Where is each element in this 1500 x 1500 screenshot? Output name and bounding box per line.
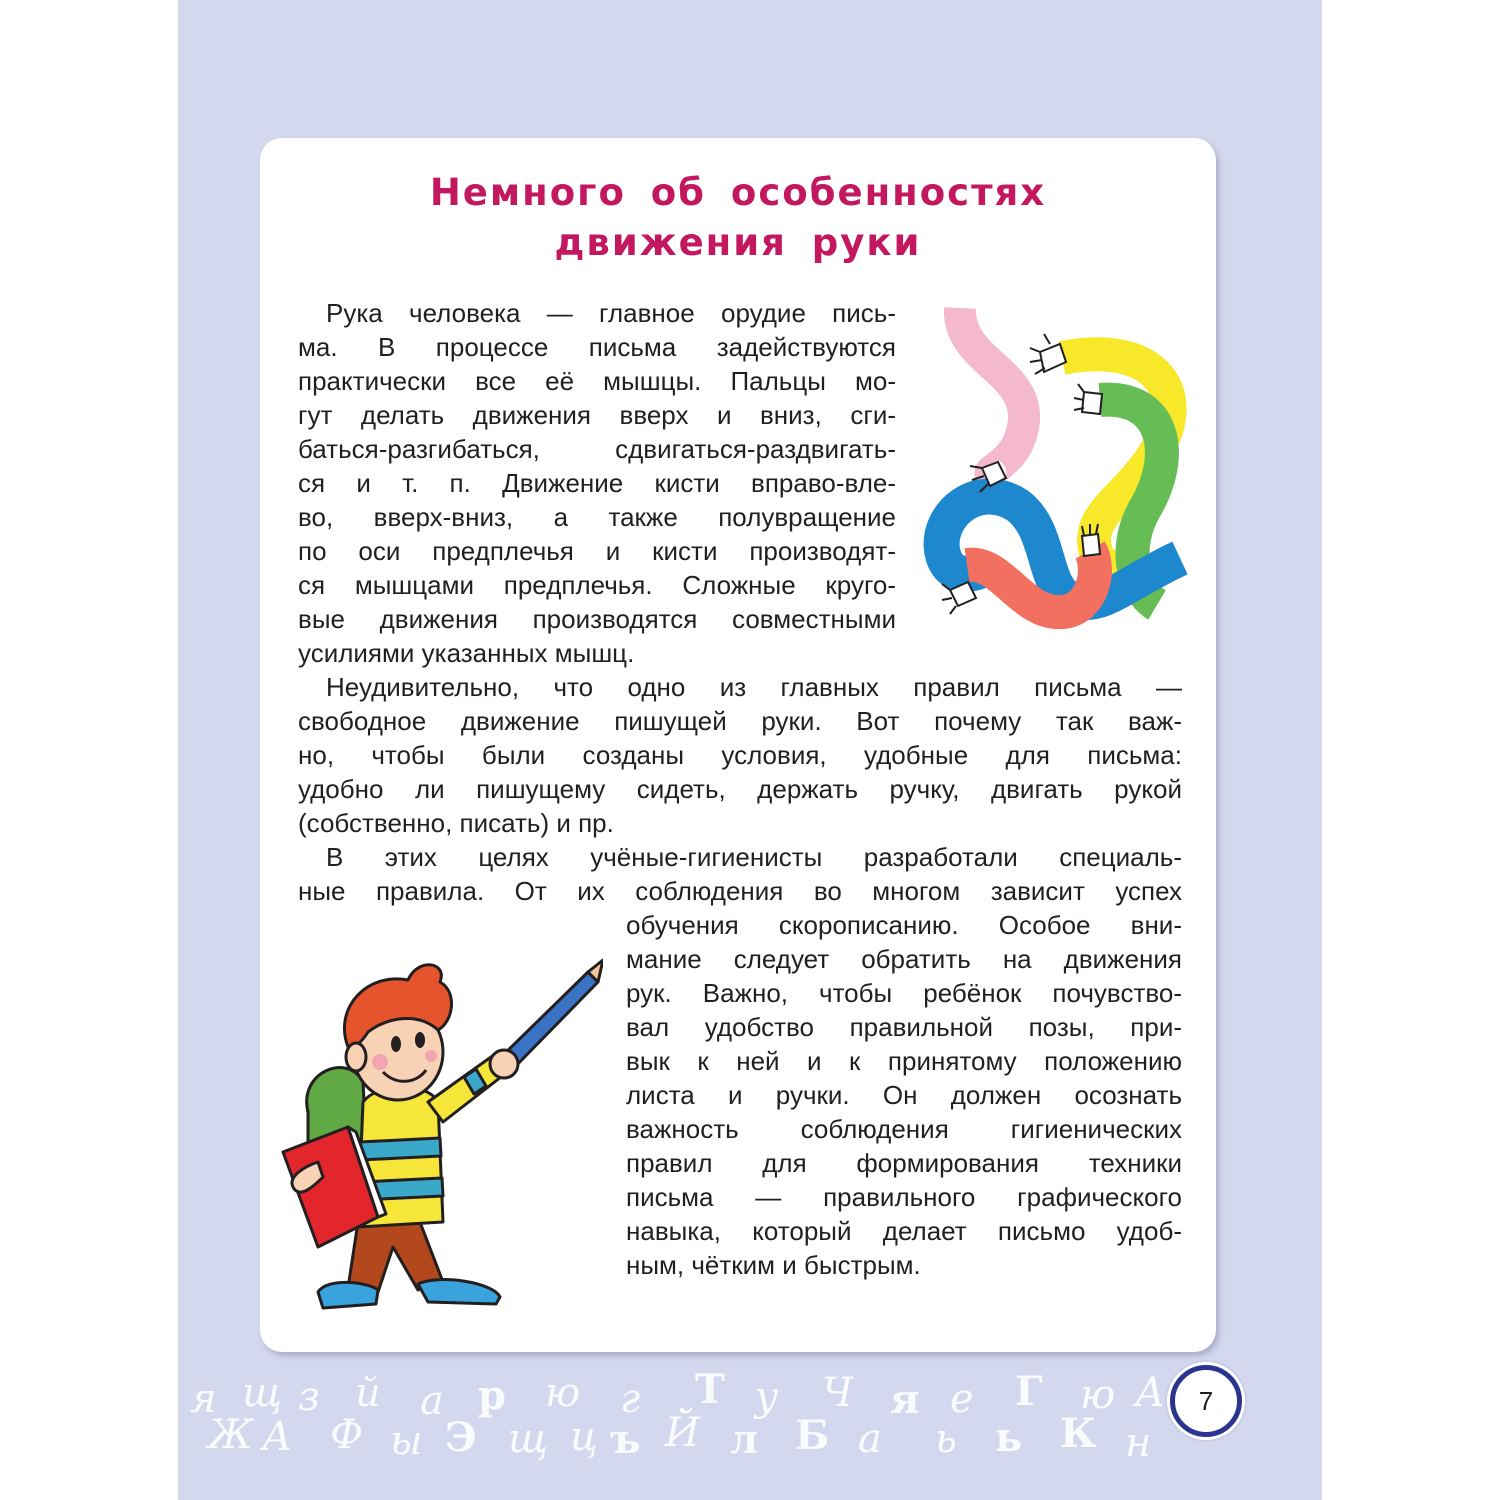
- hand-icon: [1074, 384, 1102, 414]
- decor-letter: Й: [665, 1410, 700, 1456]
- decor-letter: у: [755, 1374, 779, 1420]
- text-line: во, вверх-вниз, а также полувращение: [298, 502, 896, 532]
- decor-letter: К: [1060, 1410, 1097, 1457]
- decor-letter: ы: [390, 1418, 423, 1464]
- boy-illustration: [268, 952, 603, 1322]
- text-line: обучения скорописанию. Особое вни-: [626, 910, 1182, 940]
- decorative-alphabet: [190, 1366, 1170, 1466]
- text-line: баться-разгибаться, сдвигаться-раздвигать-: [298, 434, 896, 464]
- decor-letter: Ч: [822, 1370, 853, 1416]
- text-line: Неудивительно, что одно из главных правил письма —: [326, 672, 1182, 702]
- page-title-line-1: Немного об особенностях: [429, 171, 1047, 214]
- decor-letter: Г: [1015, 1368, 1043, 1415]
- hand-icon: [942, 582, 976, 614]
- right-shoe: [418, 1280, 500, 1304]
- text-line: вык к ней и к принятому положению: [626, 1046, 1182, 1076]
- text-line: ся и т. п. Движение кисти вправо-вле-: [298, 468, 896, 498]
- text-line: вые движения производятся совместными: [298, 604, 896, 634]
- decor-letter: ь: [935, 1416, 957, 1462]
- decor-letter: р: [478, 1372, 506, 1419]
- text-line: вал удобство правильной позы, при-: [626, 1012, 1182, 1042]
- decor-letter: А: [262, 1414, 293, 1460]
- text-line: письма — правильного графического: [626, 1182, 1182, 1212]
- decor-letter: А: [1135, 1370, 1166, 1416]
- text-line: В этих целях учёные-гигиенисты разработали специаль-: [326, 842, 1182, 872]
- decor-letter: Ф: [330, 1412, 364, 1458]
- text-line: навыка, который делает письмо удоб-: [626, 1216, 1182, 1246]
- decor-letter: щ: [508, 1416, 549, 1462]
- decor-letter: щ: [242, 1370, 283, 1416]
- decor-letter: ъ: [610, 1416, 641, 1463]
- decor-letter: а: [420, 1378, 444, 1424]
- page-number: 7: [1198, 1385, 1214, 1416]
- decor-letter: я: [890, 1376, 920, 1423]
- text-line: (собственно, писать) и пр.: [298, 808, 614, 838]
- decor-letter: Э: [445, 1414, 477, 1461]
- decor-letter: а: [858, 1416, 882, 1462]
- text-line: но, чтобы были созданы условия, удобные для письма:: [298, 740, 1182, 770]
- page-title-line-2: движения руки: [554, 221, 922, 264]
- decor-letter: е: [950, 1376, 974, 1422]
- decor-letter: ю: [545, 1370, 581, 1416]
- decor-letter: ь: [995, 1414, 1023, 1461]
- text-line: ным, чётким и быстрым.: [626, 1250, 921, 1280]
- text-line: ные правила. От их соблюдения во многом зависит успех: [298, 876, 1182, 906]
- decor-letter: г: [620, 1376, 641, 1422]
- decor-letter: Б: [795, 1412, 830, 1459]
- decor-letter: л: [730, 1416, 759, 1463]
- text-line: важность соблюдения гигиенических: [626, 1114, 1182, 1144]
- decor-letter: з: [298, 1374, 320, 1420]
- text-line: ся мышцами предплечья. Сложные круго-: [298, 570, 896, 600]
- text-line: ма. В процессе письма задействуются: [298, 332, 896, 362]
- left-shoe: [318, 1282, 378, 1308]
- text-line: удобно ли пишущему сидеть, держать ручку, двигать рукой: [298, 774, 1182, 804]
- decor-letter: я: [190, 1376, 217, 1422]
- text-line: правил для формирования техники: [626, 1148, 1182, 1178]
- decor-letter: Т: [695, 1366, 725, 1413]
- text-line: Рука человека — главное орудие пись-: [326, 298, 896, 328]
- text-line: усилиями указанных мышц.: [298, 638, 635, 668]
- text-line: свободное движение пишущей руки. Вот почему так важ-: [298, 706, 1182, 736]
- text-line: листа и ручки. Он должен осознать: [626, 1080, 1182, 1110]
- hand-icon: [1030, 334, 1066, 374]
- text-line: мание следует обратить на движения: [626, 944, 1182, 974]
- page-number-badge: [1170, 1365, 1242, 1437]
- decor-letter: н: [1125, 1420, 1152, 1466]
- arms-illustration: [922, 300, 1194, 640]
- text-line: гут делать движения вверх и вниз, сги-: [298, 400, 896, 430]
- decor-letter: ю: [1080, 1372, 1116, 1418]
- text-line: рук. Важно, чтобы ребёнок почувство-: [626, 978, 1182, 1008]
- decor-letter: ц: [570, 1414, 598, 1460]
- text-line: по оси предплечья и кисти производят-: [298, 536, 896, 566]
- decor-letter: Ж: [208, 1412, 253, 1458]
- decor-letter: й: [355, 1370, 381, 1416]
- pink-arm: [960, 308, 1024, 475]
- text-line: практически все её мышцы. Пальцы мо-: [298, 366, 896, 396]
